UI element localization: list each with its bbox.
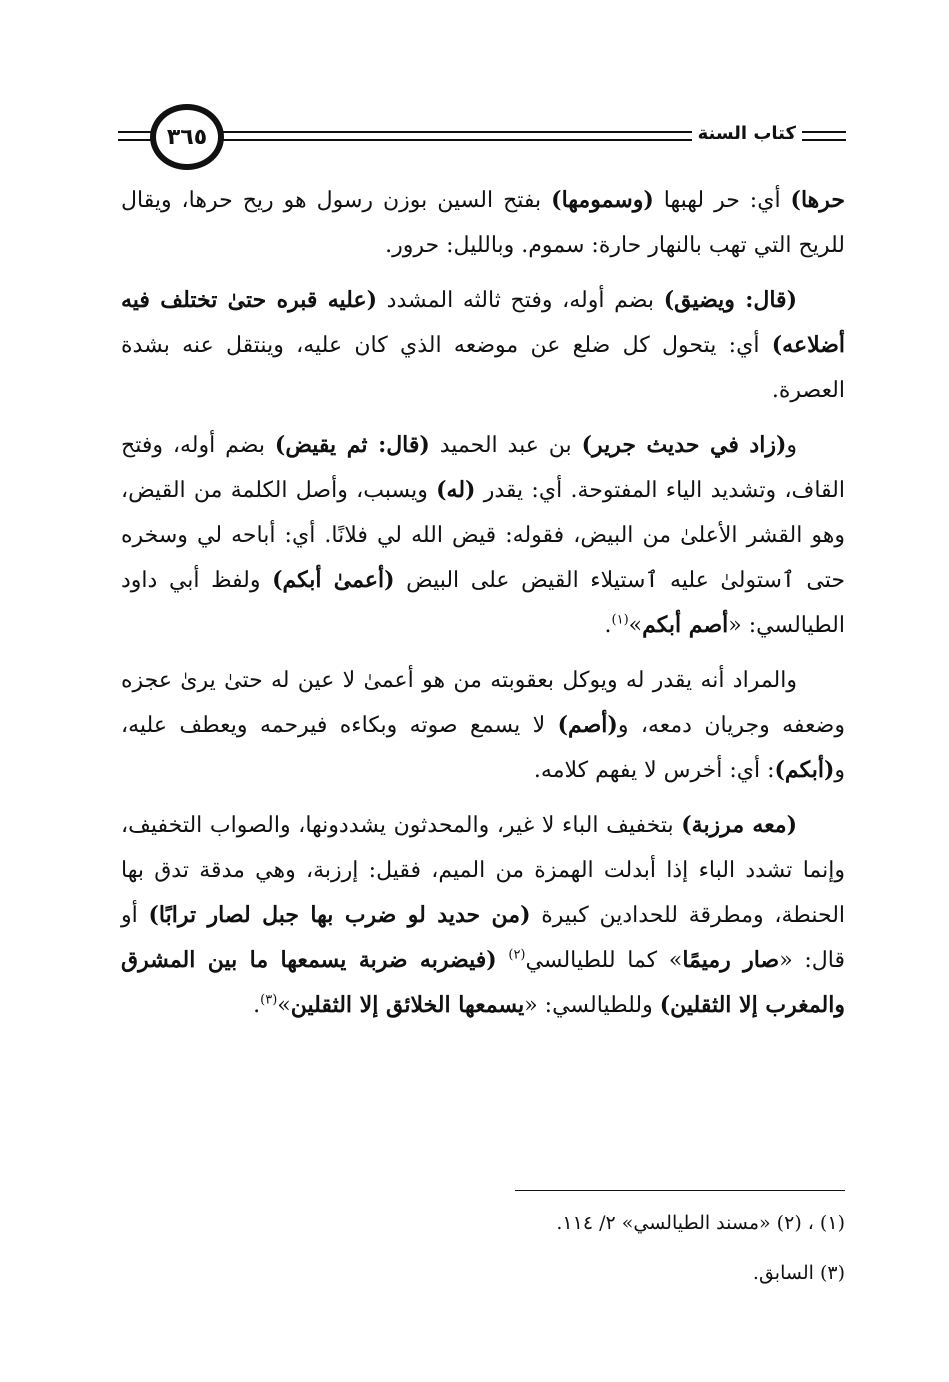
footnote-marker: (١): [611, 612, 629, 628]
text-run: ويسبب، وأصل الكلمة من القيض، وهو القشر الأعلىٰ من البيض، فقوله: قيض الله لي فلانًا. أي: أباحه لي وسخره حتى ٱستولىٰ عليه ٱستيلاء القيض على البيض: [121, 478, 845, 593]
bold-phrase: (عليه قبره حتىٰ تختلف فيه أضلاعه): [121, 287, 845, 358]
text-run: و: [786, 433, 797, 458]
bold-phrase: أصم أبكم: [642, 612, 729, 638]
paragraph: [121, 278, 845, 413]
page-header: [118, 103, 846, 173]
footnote-1-2: (١) ، (٢) «مسند الطيالسي» ٢/ ١١٤.: [556, 1212, 845, 1234]
paragraph: [121, 658, 845, 793]
text-run: .: [253, 993, 261, 1018]
text-run: : أي: أخرس لا يفهم كلامه.: [533, 758, 775, 783]
footnote-separator: [515, 1190, 845, 1191]
text-run: أي: حر لهبها: [653, 188, 791, 213]
bold-phrase: (فيضربه ضربة يسمعها ما بين المشرق والمغرب إلا الثقلين): [121, 947, 845, 1018]
text-run: بضم أوله، وفتح ثالثه المشدد: [377, 288, 664, 313]
bold-phrase: (أصم): [557, 712, 618, 738]
text-run: وللطيالسي: «: [524, 993, 660, 1018]
text-run: بفتح السين بوزن رسول هو ريح حرها، ويقال للريح التي تهب بالنهار حارة: سموم. وبالليل: حرور.: [121, 188, 845, 258]
bold-phrase: حرها): [790, 187, 845, 213]
bold-phrase: (زاد في حديث جرير): [581, 432, 787, 458]
text-run: ولفظ أبي داود الطيالسي: «: [121, 568, 845, 638]
page-number: ٣٦٥: [166, 124, 208, 150]
bold-phrase: صار رميمًا: [682, 947, 780, 973]
text-run: أو قال: «: [121, 903, 845, 973]
text-run: أي: يتحول كل ضلع عن موضعه الذي كان عليه، وينتقل عنه بشدة العصرة.: [121, 333, 845, 403]
footnote-marker: (٢): [508, 947, 526, 963]
text-run: بضم أوله، وفتح القاف، وتشديد الياء المفتوحة. أي: يقدر: [121, 433, 845, 503]
body-text: [121, 178, 845, 1038]
running-title: كتاب السنة: [692, 123, 802, 144]
footnote-marker: (٣): [260, 992, 278, 1008]
text-run: »: [277, 993, 291, 1018]
text-run: لا يسمع صوته وبكاءه فيرحمه ويعطف عليه، و: [121, 713, 845, 783]
text-run: بن عبد الحميد: [429, 433, 582, 458]
text-run: بتخفيف الباء لا غير، والمحدثون يشددونها، والصواب التخفيف، وإنما تشدد الباء إذا أبدلت الهمزة من الميم، فقيل: إرزبة، وهي مدقة تدق بها الحنطة، ومطرقة للحدادين كبيرة: [121, 813, 846, 928]
text-run: »: [628, 613, 643, 638]
bold-phrase: (قال: ويضيق): [663, 287, 797, 313]
text-run: [497, 948, 509, 973]
paragraph: [121, 423, 845, 648]
text-run: والمراد أنه يقدر له ويوكل بعقوبته من هو أعمىٰ لا عين له حتىٰ يرىٰ عجزه وضعفه وجريان دمعه، و: [121, 668, 845, 738]
bold-phrase: (من حديد لو ضرب بها جبل لصار ترابًا): [148, 902, 531, 928]
footnote-3: (٣) السابق.: [752, 1262, 845, 1284]
bold-phrase: يسمعها الخلائق إلا الثقلين: [290, 992, 525, 1018]
bold-phrase: (له): [436, 477, 476, 503]
bold-phrase: (وسمومها): [551, 187, 654, 213]
paragraph: [121, 803, 845, 1028]
footnotes: [145, 1198, 845, 1298]
bold-phrase: (أعمىٰ أبكم): [272, 567, 395, 593]
paragraph: [121, 178, 845, 268]
bold-phrase: (أبكم): [774, 757, 835, 783]
page-number-badge: [150, 104, 224, 170]
bold-phrase: (قال: ثم يقيض): [274, 432, 430, 458]
text-run: .: [604, 613, 612, 638]
text-run: » كما للطيالسي: [525, 948, 683, 973]
bold-phrase: (معه مرزبة): [681, 812, 797, 838]
